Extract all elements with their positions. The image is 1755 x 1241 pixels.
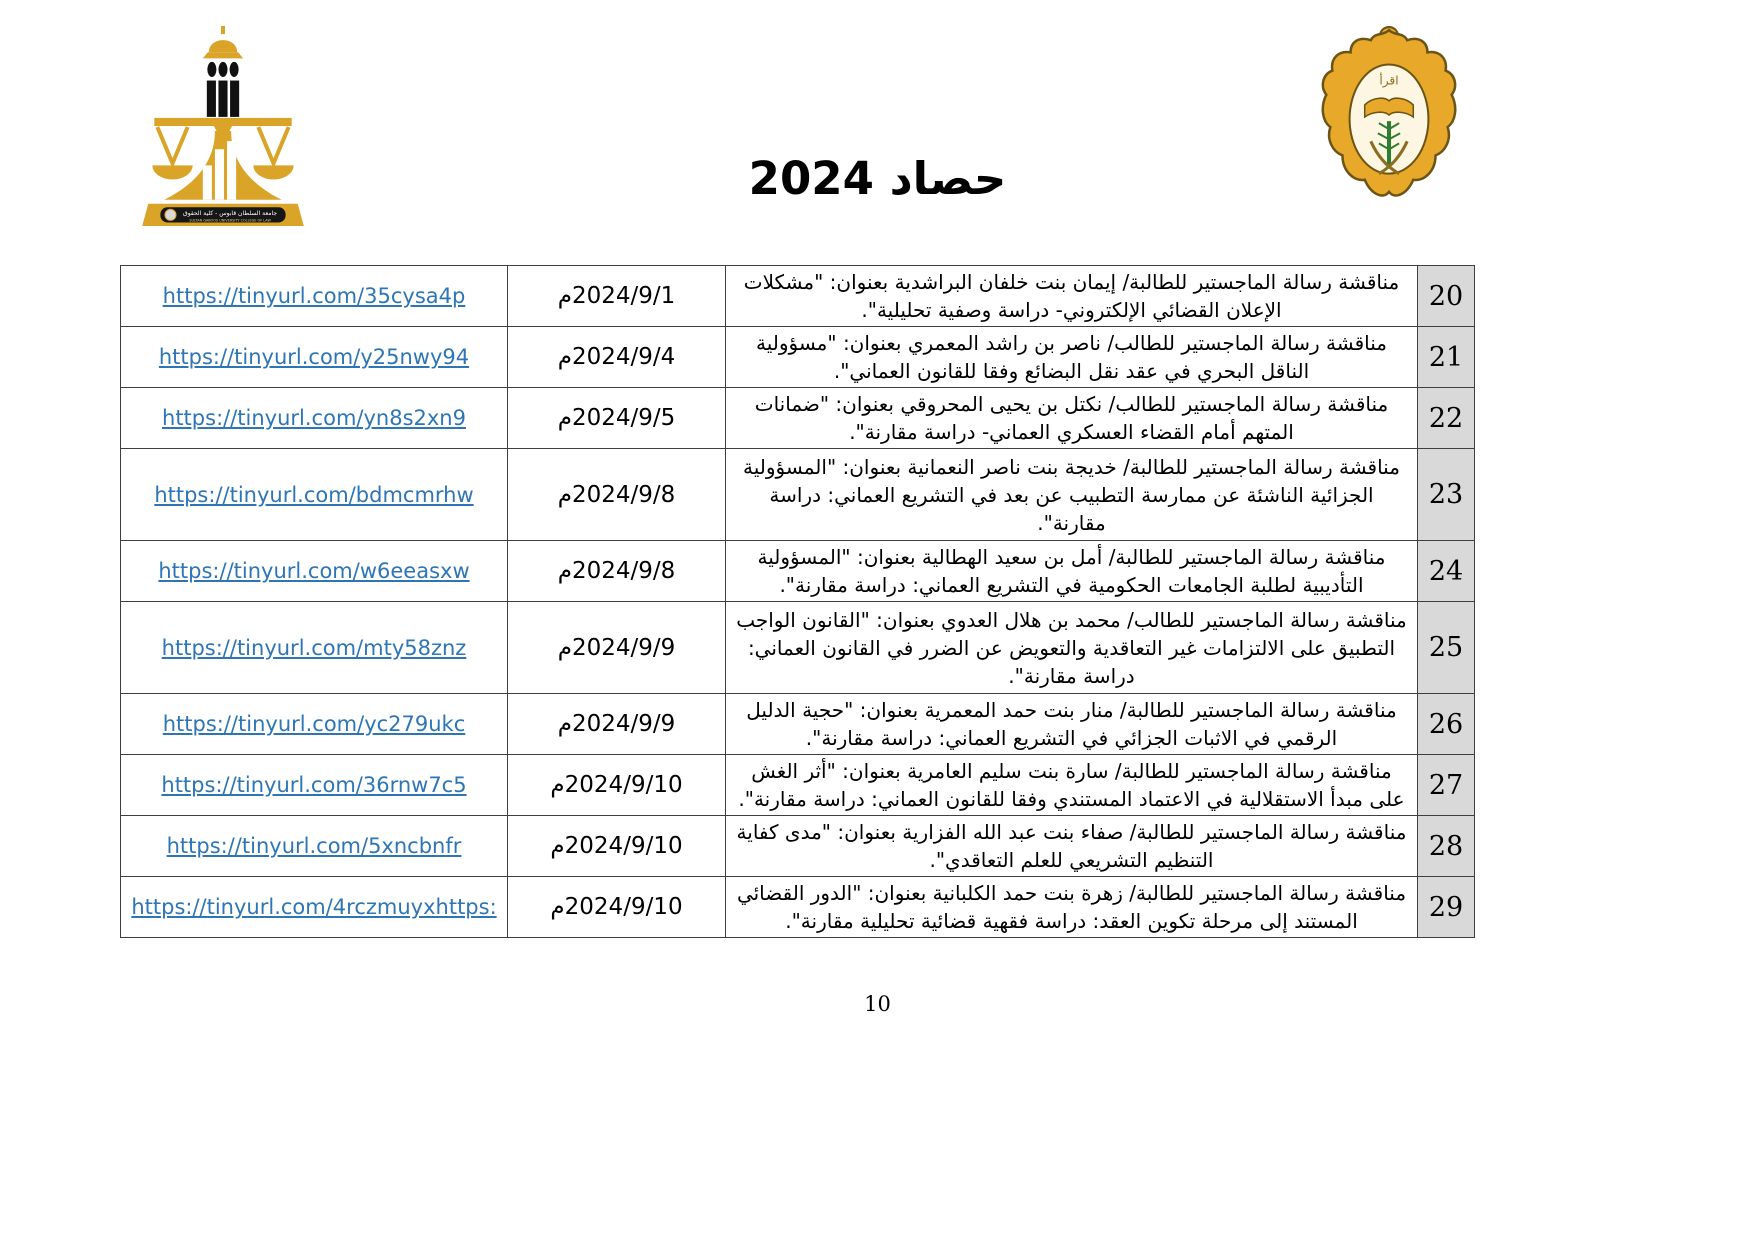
row-number: 22 [1418,388,1475,449]
emblem-motto: اقرأ [1379,73,1399,88]
thesis-description: مناقشة رسالة الماجستير للطالبة/ إيمان بنت خلفان البراشدية بعنوان: "مشكلات الإعلان القضائي الإلكتروني- دراسة وصفية تحليلية". [726,266,1418,327]
page-number: 10 [864,992,891,1016]
link-cell [121,694,508,755]
link-cell [121,388,508,449]
defense-date: 2024/9/10م [508,816,726,877]
tinyurl-link[interactable]: https://tinyurl.com/35cysa4p [162,284,466,308]
tinyurl-link[interactable]: https://tinyurl.com/mty58znz [161,635,467,660]
page-title: حصاد 2024 [748,152,1007,205]
table-row [121,694,1475,755]
table-row [121,755,1475,816]
link-cell [121,449,508,541]
defense-date: 2024/9/5م [508,388,726,449]
defense-date: 2024/9/4م [508,327,726,388]
link-cell [121,816,508,877]
thesis-description: مناقشة رسالة الماجستير للطالب/ نكتل بن يحيى المحروقي بعنوان: "ضمانات المتهم أمام القضاء العسكري العماني- دراسة مقارنة". [726,388,1418,449]
link-cell [121,266,508,327]
tinyurl-link[interactable]: https://tinyurl.com/yc279ukc [162,712,466,736]
link-cell [121,541,508,602]
defense-date: 2024/9/9م [508,602,726,694]
thesis-description: مناقشة رسالة الماجستير للطالب/ محمد بن هلال العدوي بعنوان: "القانون الواجب التطبيق على الالتزامات غير التعاقدية والتعويض عن الضرر في القانون العماني: دراسة مقارنة". [726,602,1418,694]
logo-banner-english: SULTAN QABOOS UNIVERSITY COLLEGE OF LAW [189,218,271,223]
thesis-description: مناقشة رسالة الماجستير للطالبة/ سارة بنت سليم العامرية بعنوان: "أثر الغش على مبدأ الاستقلالية في الاعتماد المستندي وفقا للقانون العماني: دراسة مقارنة". [726,755,1418,816]
tinyurl-link[interactable]: https://tinyurl.com/yn8s2xn9 [162,406,466,430]
thesis-description: مناقشة رسالة الماجستير للطالبة/ منار بنت حمد المعمرية بعنوان: "حجية الدليل الرقمي في الاثبات الجزائي في التشريع العماني: دراسة مقارنة". [726,694,1418,755]
defense-date: 2024/9/1م [508,266,726,327]
tinyurl-link[interactable]: https://tinyurl.com/bdmcmrhw [154,482,474,507]
logo-banner [142,204,304,226]
thesis-defense-table [120,265,1475,938]
table-row [121,327,1475,388]
row-number: 27 [1418,755,1475,816]
row-number: 29 [1418,877,1475,938]
table-row [121,816,1475,877]
defense-date: 2024/9/10م [508,877,726,938]
table-row [121,602,1475,694]
row-number: 21 [1418,327,1475,388]
defense-date: 2024/9/8م [508,541,726,602]
row-number: 28 [1418,816,1475,877]
link-cell [121,602,508,694]
link-cell [121,327,508,388]
table-row [121,541,1475,602]
defense-date: 2024/9/8م [508,449,726,541]
defense-date: 2024/9/9م [508,694,726,755]
tinyurl-link[interactable]: https://tinyurl.com/5xncbnfr [166,834,462,858]
row-number: 24 [1418,541,1475,602]
link-cell [121,755,508,816]
tinyurl-link[interactable]: https://tinyurl.com/36rnw7c5 [161,773,467,797]
row-number: 26 [1418,694,1475,755]
table-row [121,877,1475,938]
row-number: 20 [1418,266,1475,327]
thesis-description: مناقشة رسالة الماجستير للطالبة/ صفاء بنت عبد الله الفزارية بعنوان: "مدى كفاية التنظيم التشريعي للعلم التعاقدي". [726,816,1418,877]
thesis-description: مناقشة رسالة الماجستير للطالبة/ زهرة بنت حمد الكلبانية بعنوان: "الدور القضائي المستند إلى مرحلة تكوين العقد: دراسة فقهية قضائية تحليلية مقارنة". [726,877,1418,938]
thesis-description: مناقشة رسالة الماجستير للطالبة/ أمل بن سعيد الهطالية بعنوان: "المسؤولية التأديبية لطلبة الجامعات الحكومية في التشريع العماني: دراسة مقارنة". [726,541,1418,602]
row-number: 25 [1418,602,1475,694]
tinyurl-link[interactable]: https://tinyurl.com/4rczmuyxhttps: [131,895,497,919]
table-row [121,449,1475,541]
table-row [121,388,1475,449]
table-row [121,266,1475,327]
defense-date: 2024/9/10م [508,755,726,816]
link-cell [121,877,508,938]
thesis-description: مناقشة رسالة الماجستير للطالب/ ناصر بن راشد المعمري بعنوان: "مسؤولية الناقل البحري في عقد نقل البضائع وفقا للقانون العماني". [726,327,1418,388]
row-number: 23 [1418,449,1475,541]
tinyurl-link[interactable]: https://tinyurl.com/y25nwy94 [158,345,470,369]
logo-banner-arabic: جامعة السلطان قابوس - كلية الحقوق [183,209,278,217]
tinyurl-link[interactable]: https://tinyurl.com/w6eeasxw [158,559,470,583]
thesis-description: مناقشة رسالة الماجستير للطالبة/ خديجة بنت ناصر النعمانية بعنوان: "المسؤولية الجزائية الناشئة عن ممارسة التطبيب عن بعد في التشريع العماني: دراسة مقارنة". [726,449,1418,541]
results-table-body [121,266,1475,938]
